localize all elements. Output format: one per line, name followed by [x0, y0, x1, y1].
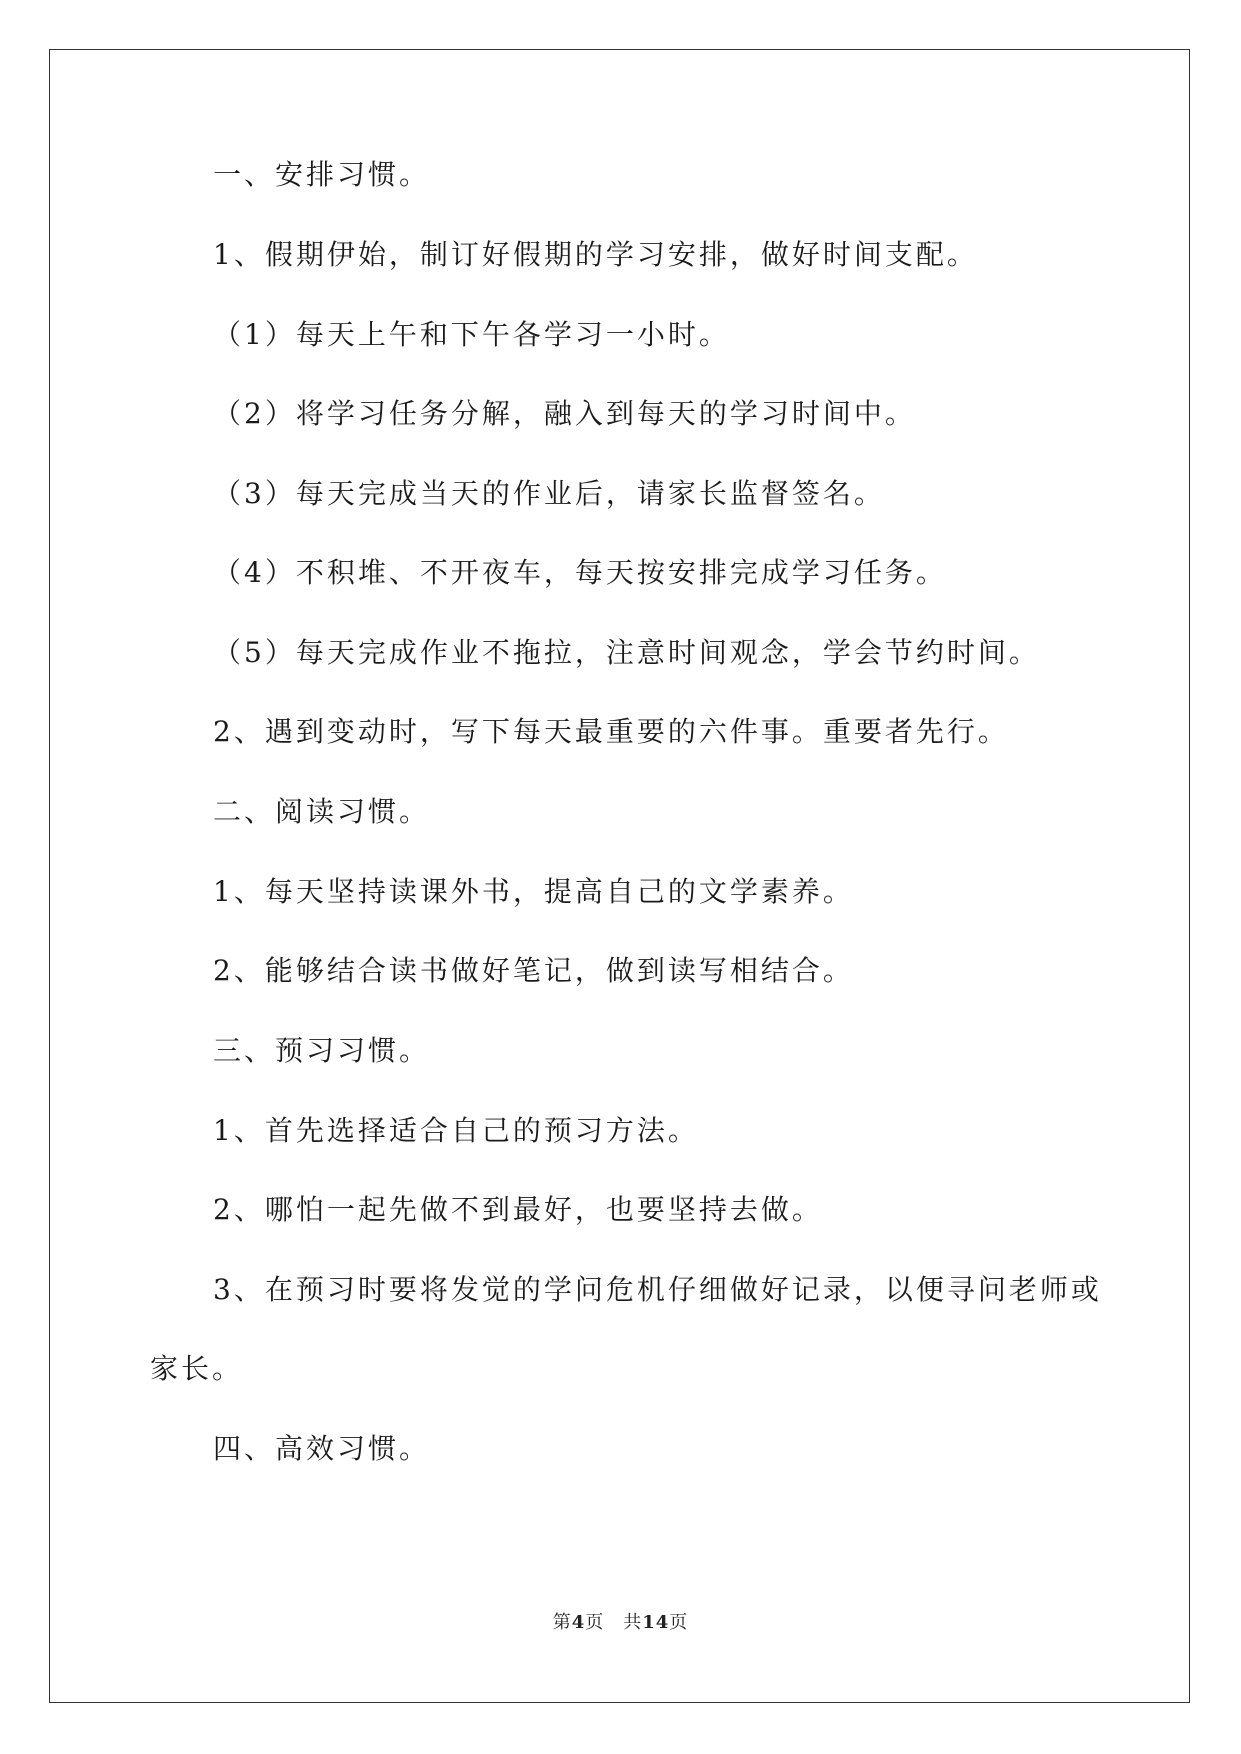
current-page-number: 4: [571, 1612, 586, 1633]
paragraph-line: 2、哪怕一起先做不到最好，也要坚持去做。: [213, 1193, 823, 1226]
paragraph-line: 3、在预习时要将发觉的学问危机仔细做好记录，以便寻问老师或: [213, 1273, 1102, 1306]
paragraph-line: 1、假期伊始，制订好假期的学习安排，做好时间支配。: [213, 238, 978, 271]
footer-mid: 页 共: [585, 1612, 643, 1633]
heading-preview-habit: 三、预习习惯。: [213, 1034, 431, 1067]
paragraph-line: （2）将学习任务分解，融入到每天的学习时间中。: [213, 397, 916, 430]
heading-planning-habit: 一、安排习惯。: [213, 158, 431, 191]
paragraph-line: （1）每天上午和下午各学习一小时。: [213, 318, 730, 351]
footer-suffix: 页: [669, 1612, 689, 1633]
paragraph-line: （5）每天完成作业不拖拉，注意时间观念，学会节约时间。: [213, 636, 1040, 669]
heading-reading-habit: 二、阅读习惯。: [213, 795, 431, 828]
footer-prefix: 第: [552, 1612, 572, 1633]
paragraph-line: 2、能够结合读书做好笔记，做到读写相结合。: [213, 954, 854, 987]
total-page-count: 14: [642, 1612, 670, 1633]
paragraph-line: （3）每天完成当天的作业后，请家长监督签名。: [213, 477, 885, 510]
paragraph-line: （4）不积堆、不开夜车，每天按安排完成学习任务。: [213, 556, 947, 589]
paragraph-line: 2、遇到变动时，写下每天最重要的六件事。重要者先行。: [213, 715, 1009, 748]
paragraph-line: 1、首先选择适合自己的预习方法。: [213, 1114, 699, 1147]
page-footer: [0, 1611, 1241, 1635]
paragraph-line-continued: 家长。: [150, 1352, 244, 1385]
paragraph-line: 1、每天坚持读课外书，提高自己的文学素养。: [213, 875, 854, 908]
heading-efficiency-habit: 四、高效习惯。: [213, 1432, 431, 1465]
